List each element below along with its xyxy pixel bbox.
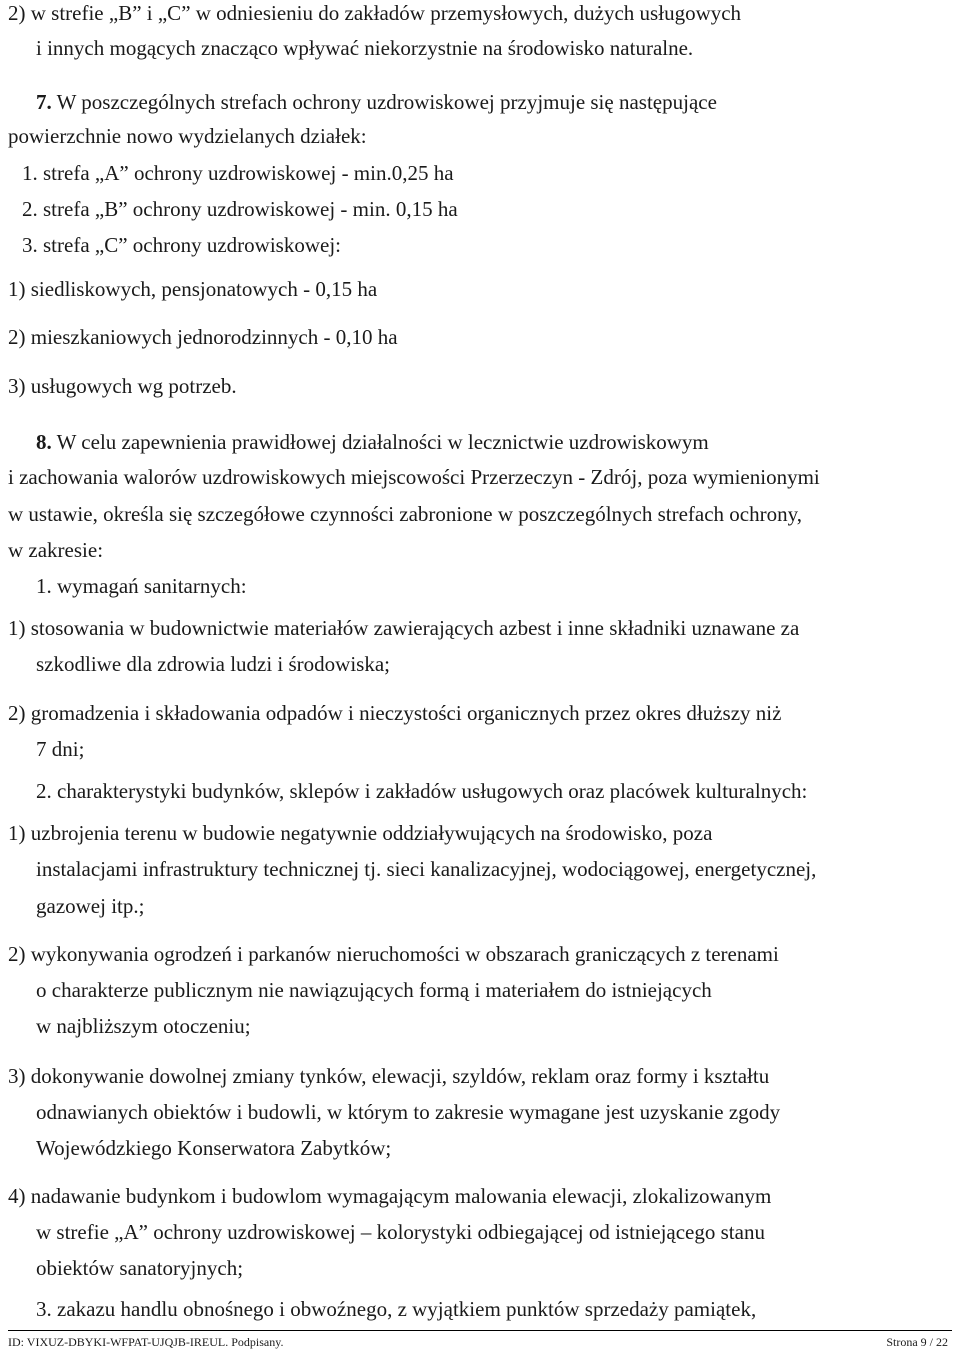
point-1-item-1-line-2: szkodliwe dla zdrowia ludzi i środowiska; bbox=[36, 652, 391, 676]
section-7-heading bbox=[36, 92, 717, 113]
section-7-line-1: W poszczególnych strefach ochrony uzdrowiskowej przyjmuje się następujące bbox=[51, 90, 717, 114]
point-1-title: 1. wymagań sanitarnych: bbox=[36, 574, 247, 598]
section-8-line-4: w zakresie: bbox=[8, 538, 104, 562]
intro-line-2: i innych mogących znacząco wpływać niekorzystnie na środowisko naturalne. bbox=[36, 36, 694, 60]
section-7-item-2: 2. strefa „B” ochrony uzdrowiskowej - min. 0,15 ha bbox=[22, 197, 458, 221]
point-2-item-1-line-3: gazowej itp.; bbox=[36, 894, 145, 918]
point-2-item-4-line-1: 4) nadawanie budynkom i budowlom wymagającym malowania elewacji, zlokalizowanym bbox=[8, 1184, 772, 1208]
intro-line-1: 2) w strefie „B” i „C” w odniesieniu do zakładów przemysłowych, dużych usługowych bbox=[8, 1, 742, 25]
section-8-number: 8. bbox=[36, 430, 52, 454]
section-7-subitem-1: 1) siedliskowych, pensjonatowych - 0,15 ha bbox=[8, 277, 378, 301]
point-3-title: 3. zakazu handlu obnośnego i obwoźnego, z wyjątkiem punktów sprzedaży pamiątek, bbox=[36, 1297, 757, 1321]
point-2-item-2-line-3: w najbliższym otoczeniu; bbox=[36, 1014, 251, 1038]
point-2-item-2-line-2: o charakterze publicznym nie nawiązujących formą i materiałem do istniejących bbox=[36, 978, 712, 1002]
section-7-subitem-2: 2) mieszkaniowych jednorodzinnych - 0,10 ha bbox=[8, 325, 398, 349]
point-2-item-3-line-1: 3) dokonywanie dowolnej zmiany tynków, elewacji, szyldów, reklam oraz formy i kształtu bbox=[8, 1064, 770, 1088]
document-id-footer: ID: VIXUZ-DBYKI-WFPAT-UJQJB-IREUL. Podpisany. bbox=[8, 1335, 284, 1349]
point-2-item-4-line-2: w strefie „A” ochrony uzdrowiskowej – kolorystyki odbiegającej od istniejącego stanu bbox=[36, 1220, 765, 1244]
point-1-item-1-line-1: 1) stosowania w budownictwie materiałów zawierających azbest i inne składniki uznawane za bbox=[8, 616, 800, 640]
point-2-item-3-line-2: odnawianych obiektów i budowli, w którym to zakresie wymagane jest uzyskanie zgody bbox=[36, 1100, 781, 1124]
section-8-heading bbox=[36, 432, 709, 453]
section-8-line-1: W celu zapewnienia prawidłowej działalności w lecznictwie uzdrowiskowym bbox=[51, 430, 709, 454]
section-7-number: 7. bbox=[36, 90, 52, 114]
point-2-item-1-line-1: 1) uzbrojenia terenu w budowie negatywnie oddziaływujących na środowisko, poza bbox=[8, 821, 713, 845]
point-2-title: 2. charakterystyki budynków, sklepów i zakładów usługowych oraz placówek kulturalnych: bbox=[36, 779, 808, 803]
section-7-line-2: powierzchnie nowo wydzielanych działek: bbox=[8, 124, 367, 148]
section-7-subitem-3: 3) usługowych wg potrzeb. bbox=[8, 374, 237, 398]
point-1-item-2-line-2: 7 dni; bbox=[36, 737, 85, 761]
page-number-footer: Strona 9 / 22 bbox=[886, 1335, 948, 1349]
footer-divider bbox=[8, 1330, 952, 1331]
point-2-item-3-line-3: Wojewódzkiego Konserwatora Zabytków; bbox=[36, 1136, 392, 1160]
section-7-item-3: 3. strefa „C” ochrony uzdrowiskowej: bbox=[22, 233, 341, 257]
point-1-item-2-line-1: 2) gromadzenia i składowania odpadów i nieczystości organicznych przez okres dłuższy niż bbox=[8, 701, 782, 725]
point-2-item-4-line-3: obiektów sanatoryjnych; bbox=[36, 1256, 244, 1280]
point-2-item-1-line-2: instalacjami infrastruktury technicznej tj. sieci kanalizacyjnej, wodociągowej, energetycznej, bbox=[36, 857, 817, 881]
section-7-item-1: 1. strefa „A” ochrony uzdrowiskowej - min.0,25 ha bbox=[22, 161, 454, 185]
section-8-line-2: i zachowania walorów uzdrowiskowych miejscowości Przerzeczyn - Zdrój, poza wymienionymi bbox=[8, 465, 820, 489]
section-8-line-3: w ustawie, określa się szczegółowe czynności zabronione w poszczególnych strefach ochrony, bbox=[8, 502, 803, 526]
point-2-item-2-line-1: 2) wykonywania ogrodzeń i parkanów nieruchomości w obszarach graniczących z terenami bbox=[8, 942, 779, 966]
